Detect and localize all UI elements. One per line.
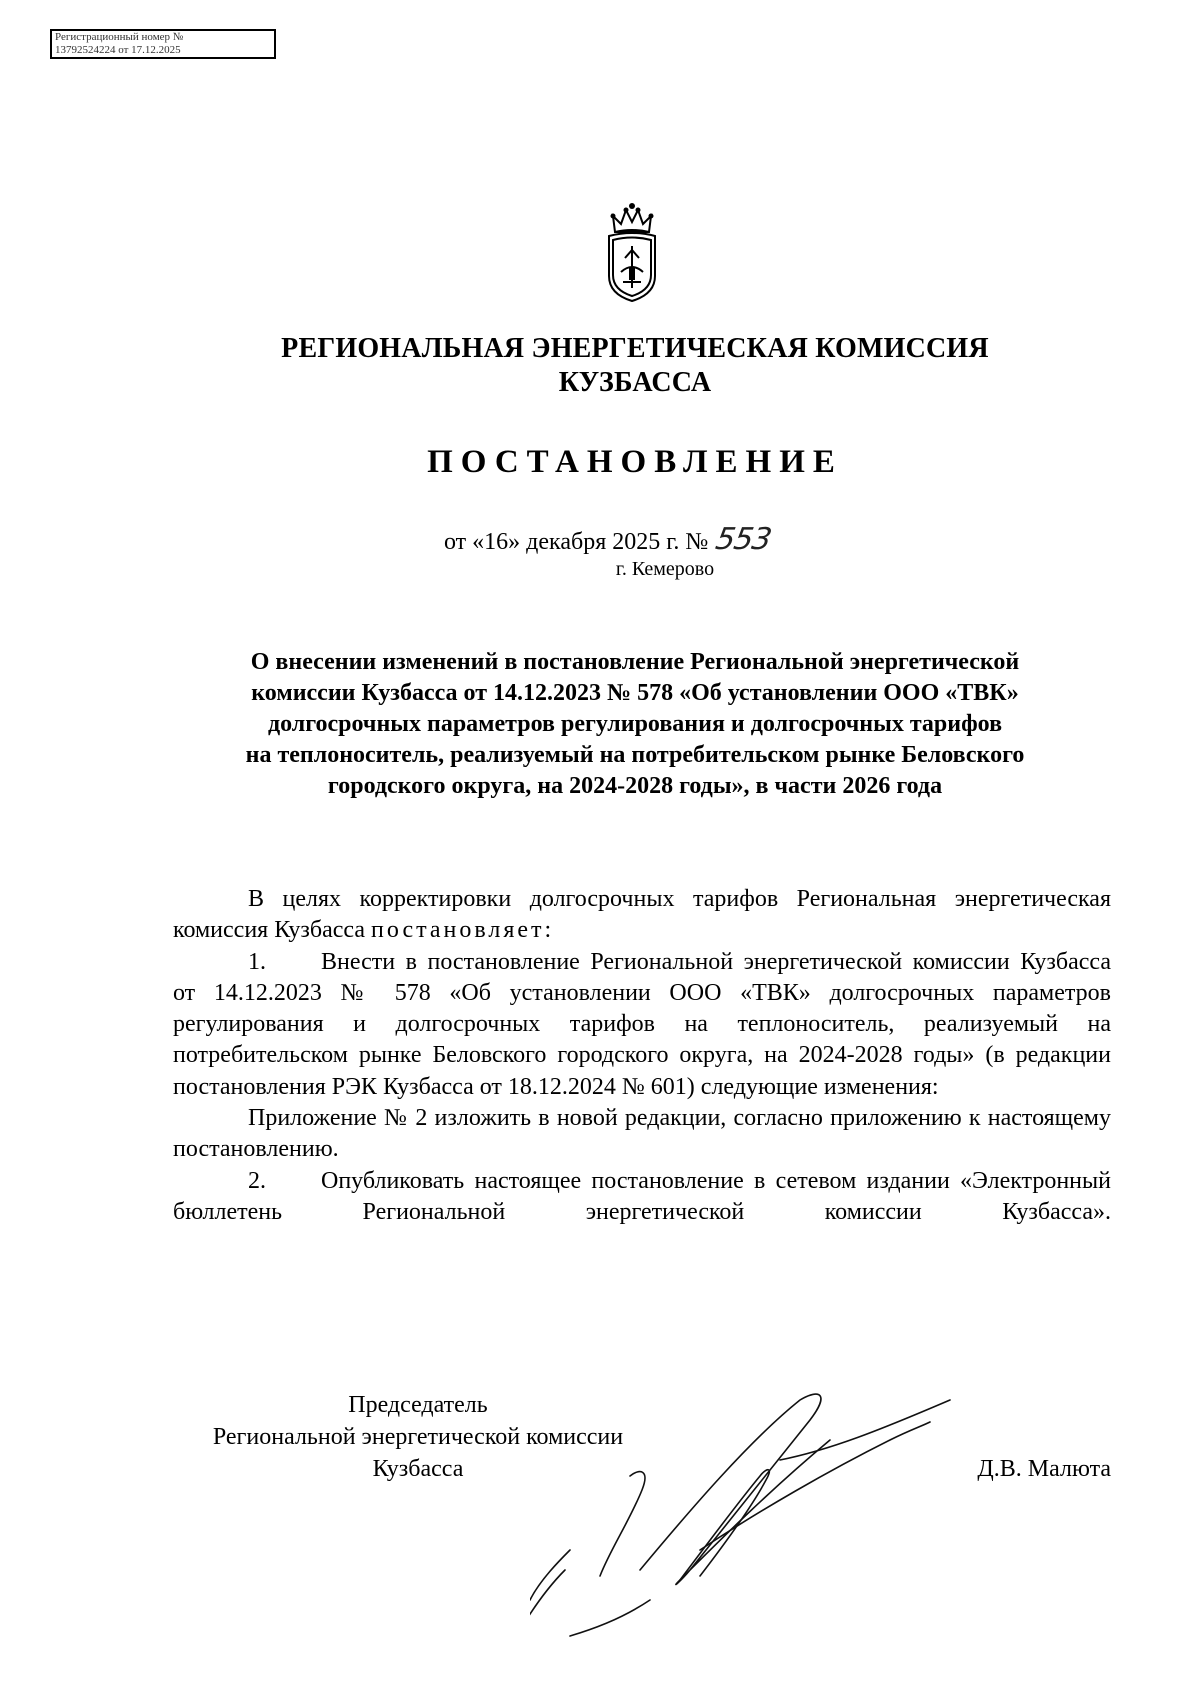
subject-line-2: комиссии Кузбасса от 14.12.2023 № 578 «Об установлении ООО «ТВК» <box>251 680 1019 706</box>
document-date: от «16» декабря 2025 г. № <box>444 529 709 555</box>
document-city: г. Кемерово <box>615 558 715 580</box>
document-type: ПОСТАНОВЛЕНИЕ <box>427 444 843 480</box>
item-1-text: Внести в постановление Региональной энергетической комиссии Кузбасса от 14.12.2023 № 578 «Об установлении ООО «ТВК» долгосрочных параметров регулирования и долгосрочных тарифов на теплоноситель, реализуемый на потребительском рынке Беловского городского округа, на 2024-2028 годы» (в редакции постановления РЭК Кузбасса от 18.12.2024 № 601) следующие изменения: <box>173 948 1111 1100</box>
subject-line-3: долгосрочных параметров регулирования и долгосрочных тарифов <box>267 711 1003 737</box>
document-subject <box>160 647 1110 802</box>
signatory-name: Д.В. Малюта <box>977 1456 1111 1482</box>
item-1-detail-paragraph: Приложение № 2 изложить в новой редакции, согласно приложению к настоящему постановлению. <box>173 1105 1111 1163</box>
organization-title <box>0 332 1200 400</box>
intro-text: В целях корректировки долгосрочных тарифов Региональная энергетическая комиссия Кузбасса <box>173 886 1111 944</box>
registration-line-2: 13792524224 от 17.12.2025 <box>55 44 181 56</box>
item-2-number: 2. <box>248 1167 266 1194</box>
registration-line-1: Регистрационный номер № <box>55 31 184 43</box>
signatory-title-line-3: Кузбасса <box>372 1456 464 1482</box>
item-1-paragraph <box>173 947 1111 1103</box>
subject-line-1: О внесении изменений в постановление Региональной энергетической <box>250 649 1020 675</box>
intro-paragraph <box>173 884 1111 947</box>
handwritten-signature-icon <box>530 1380 1000 1660</box>
subject-line-5: городского округа, на 2024-2028 годы», в части 2026 года <box>327 773 943 799</box>
document-number: 553 <box>713 522 774 557</box>
signatory-title-line-2: Региональной энергетической комиссии <box>212 1424 624 1450</box>
intro-verb: постановляет: <box>371 917 555 944</box>
organization-title-line-2: КУЗБАССА <box>558 367 712 398</box>
kuzbass-coat-of-arms-icon <box>601 202 663 303</box>
document-date-line <box>444 522 774 557</box>
signatory-title-line-1: Председатель <box>348 1392 488 1418</box>
registration-stamp <box>50 29 276 59</box>
document-body <box>173 884 1111 1228</box>
subject-line-4: на теплоноситель, реализуемый на потребительском рынке Беловского <box>245 742 1025 768</box>
item-2-paragraph <box>173 1166 1111 1229</box>
item-1-number: 1. <box>248 948 266 975</box>
organization-title-line-1: РЕГИОНАЛЬНАЯ ЭНЕРГЕТИЧЕСКАЯ КОМИССИЯ <box>281 333 989 364</box>
item-2-text: Опубликовать настоящее постановление в сетевом издании «Электронный бюллетень Региональной энергетической комиссии Кузбасса». <box>173 1167 1111 1225</box>
